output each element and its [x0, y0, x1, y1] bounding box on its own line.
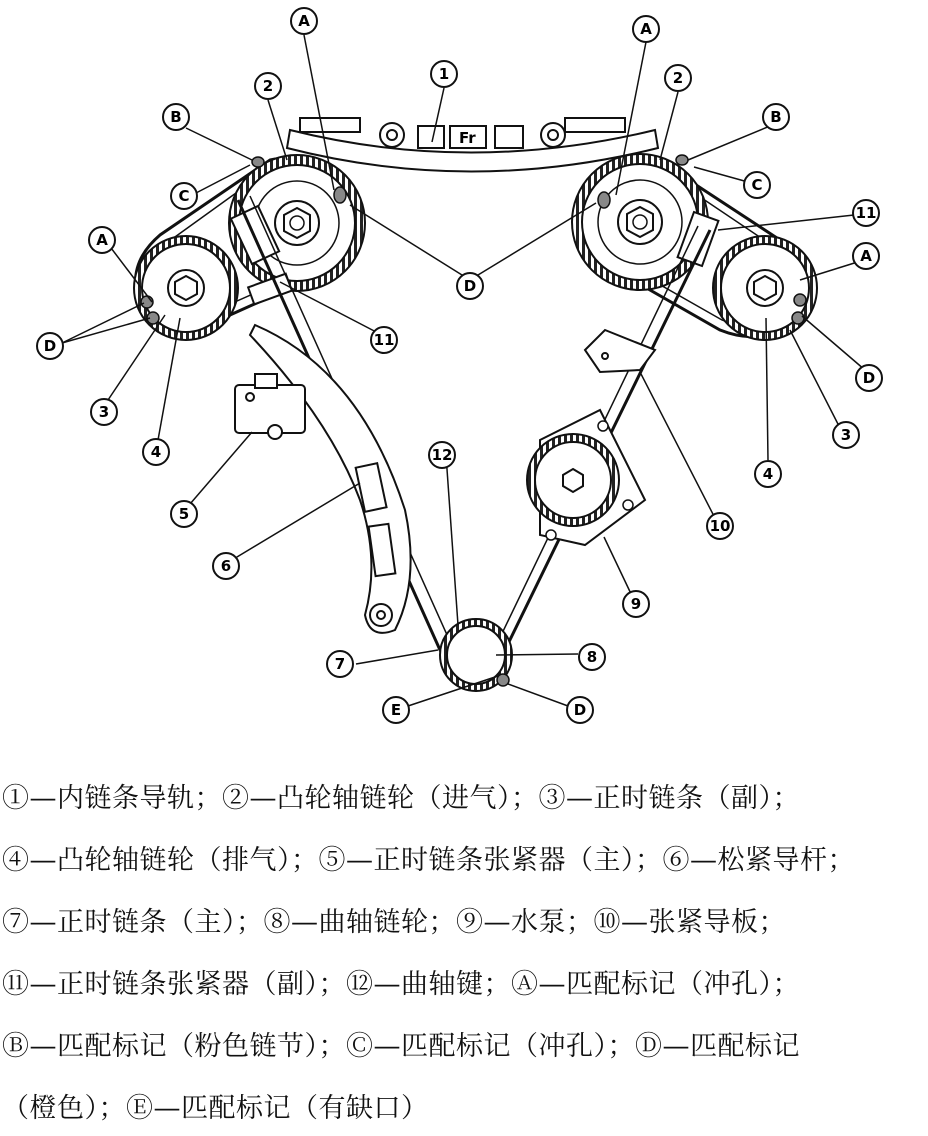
right-exhaust-camshaft-sprocket — [713, 236, 817, 340]
callout-d-left — [37, 333, 63, 359]
svg-text:3: 3 — [840, 426, 852, 444]
svg-text:A: A — [298, 12, 310, 30]
svg-text:4: 4 — [762, 465, 774, 483]
svg-text:9: 9 — [630, 595, 642, 613]
svg-text:C: C — [178, 187, 190, 205]
callout-3-right — [833, 422, 859, 448]
callout-2-left — [255, 73, 281, 99]
callout-4-left — [143, 439, 169, 465]
legend-line-3: ⑦—正时链条（主）；⑧—曲轴链轮；⑨—水泵；⑩—张紧导板； — [2, 907, 786, 938]
svg-text:1: 1 — [438, 65, 450, 83]
svg-text:C: C — [751, 176, 763, 194]
svg-text:2: 2 — [672, 69, 684, 87]
svg-text:B: B — [170, 108, 182, 126]
callout-6 — [213, 553, 239, 579]
callout-d-right — [856, 365, 882, 391]
legend-line-1: ①—内链条导轨；②—凸轮轴链轮（进气）；③—正时链条（副）； — [2, 783, 800, 814]
callout-1 — [431, 61, 457, 87]
svg-text:11: 11 — [373, 331, 395, 349]
svg-text:E: E — [390, 701, 402, 719]
legend-line-5: Ⓑ—匹配标记（粉色链节）；Ⓒ—匹配标记（冲孔）；Ⓓ—匹配标记 — [2, 1031, 800, 1062]
callout-7 — [327, 651, 353, 677]
callout-3-left — [91, 399, 117, 425]
callout-5 — [171, 501, 197, 527]
svg-text:6: 6 — [220, 557, 232, 575]
svg-text:A: A — [96, 231, 108, 249]
svg-text:12: 12 — [431, 446, 453, 464]
callout-11-right — [853, 200, 879, 226]
callout-2-right — [665, 65, 691, 91]
legend-line-2: ④—凸轮轴链轮（排气）；⑤—正时链条张紧器（主）；⑥—松紧导杆； — [2, 845, 855, 876]
callout-c-left — [171, 183, 197, 209]
callout-b-right — [763, 104, 789, 130]
svg-text:4: 4 — [150, 443, 162, 461]
callout-c-right — [744, 172, 770, 198]
callout-9 — [623, 591, 649, 617]
svg-text:7: 7 — [334, 655, 346, 673]
callout-a-left — [89, 227, 115, 253]
svg-text:B: B — [770, 108, 782, 126]
callout-d-center — [457, 273, 483, 299]
callout-a-right-top — [633, 16, 659, 42]
water-pump — [527, 410, 645, 545]
svg-text:D: D — [43, 337, 57, 355]
callout-10 — [707, 513, 733, 539]
legend-line-6: （橙色）；Ⓔ—匹配标记（有缺口） — [2, 1093, 429, 1124]
callout-d-bottom — [567, 697, 593, 723]
svg-text:8: 8 — [586, 648, 598, 666]
callout-b-left — [163, 104, 189, 130]
svg-text:10: 10 — [709, 517, 731, 535]
svg-text:5: 5 — [178, 505, 190, 523]
callout-4-right — [755, 461, 781, 487]
svg-text:3: 3 — [98, 403, 110, 421]
svg-text:D: D — [573, 701, 587, 719]
callout-a-left-top — [291, 8, 317, 34]
callout-11-left — [371, 327, 397, 353]
svg-text:11: 11 — [855, 204, 877, 222]
callout-12 — [429, 442, 455, 468]
right-intake-camshaft-sprocket — [572, 154, 708, 290]
callout-e — [383, 697, 409, 723]
callout-a-right — [853, 243, 879, 269]
left-exhaust-camshaft-sprocket — [134, 236, 238, 340]
svg-text:D: D — [463, 277, 477, 295]
fr-marking: Fr — [459, 129, 476, 147]
svg-text:A: A — [860, 247, 872, 265]
svg-text:D: D — [862, 369, 876, 387]
svg-text:2: 2 — [262, 77, 274, 95]
slack-guide — [250, 325, 411, 633]
legend-line-4: ⑪—正时链条张紧器（副）；⑫—曲轴键；Ⓐ—匹配标记（冲孔）； — [2, 969, 800, 1000]
svg-text:A: A — [640, 20, 652, 38]
callout-8 — [579, 644, 605, 670]
